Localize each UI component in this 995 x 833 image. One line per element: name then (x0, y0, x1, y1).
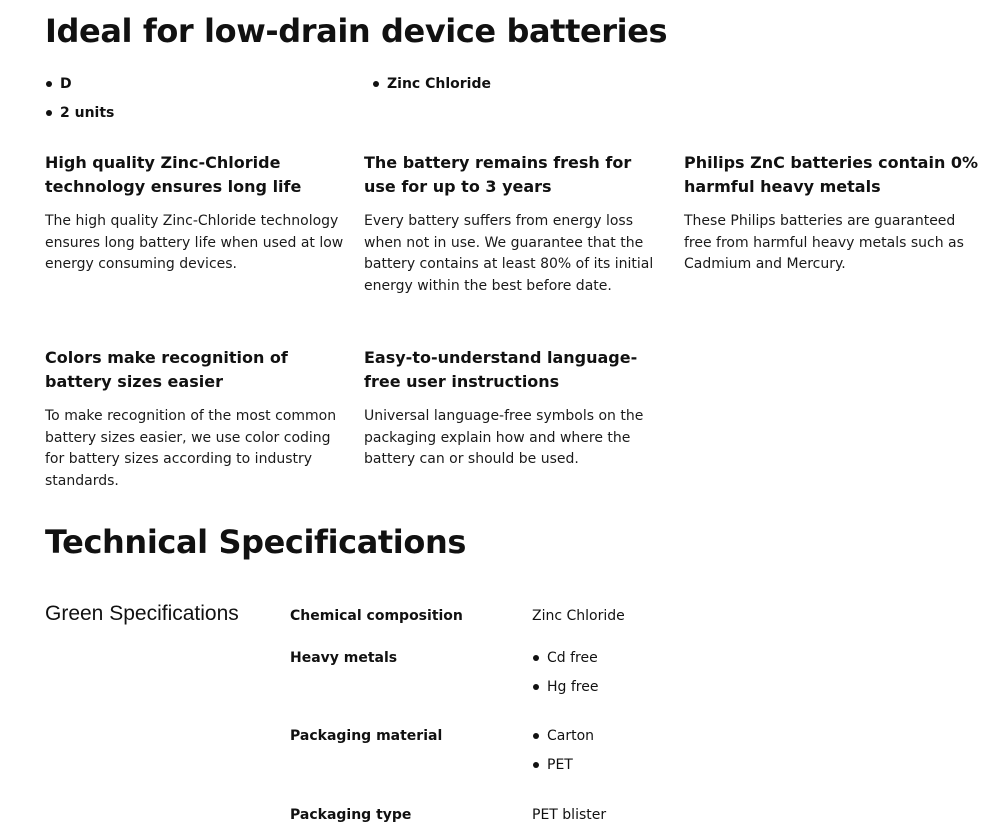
list-item: Hg free (532, 677, 598, 706)
feature-body: To make recognition of the most common battery sizes easier, we use color coding for battery sizes according to industry standards. (45, 408, 337, 489)
feature-color-coding (45, 346, 345, 492)
feature-body: Every battery suffers from energy loss when not in use. We guarantee that the battery contains at least 80% of its initial energy within the best before date. (364, 213, 654, 294)
list-item: Cd free (532, 648, 598, 677)
feature-no-heavy-metals (684, 151, 984, 276)
list-item: Carton (532, 726, 594, 755)
feature-body: These Philips batteries are guaranteed free from harmful heavy metals such as Cadmium and Mercury. (684, 213, 964, 272)
feature-title: Colors make recognition of battery sizes easier (45, 348, 288, 391)
spec-values-packaging-material (532, 726, 594, 783)
feature-body: Universal language-free symbols on the packaging explain how and where the battery can or should be used. (364, 408, 644, 467)
spec-value-packaging-type: PET blister (532, 807, 607, 823)
feature-fresh-3-years (364, 151, 664, 297)
feature-long-life (45, 151, 345, 276)
spec-label-chemical-composition: Chemical composition (290, 608, 463, 624)
feature-language-free (364, 346, 664, 471)
spec-label-packaging-material: Packaging material (290, 728, 443, 744)
overview-bullets-left (45, 74, 114, 132)
technical-specifications-title: Technical Specifications (45, 523, 466, 561)
list-item: PET (532, 755, 594, 784)
feature-title: The battery remains fresh for use for up to 3 years (364, 153, 632, 196)
feature-title: High quality Zinc-Chloride technology ensures long life (45, 153, 302, 196)
feature-body: The high quality Zinc-Chloride technology ensures long battery life when used at low energy consuming devices. (45, 213, 344, 272)
list-item: 2 units (45, 103, 114, 132)
list-item: D (45, 74, 114, 103)
spec-group-title: Green Specifications (45, 602, 239, 625)
spec-label-heavy-metals: Heavy metals (290, 650, 398, 666)
page-title: Ideal for low-drain device batteries (45, 12, 668, 50)
overview-bullets-right (372, 74, 491, 103)
feature-title: Philips ZnC batteries contain 0% harmful heavy metals (684, 153, 979, 196)
spec-label-packaging-type: Packaging type (290, 807, 412, 823)
spec-value-chemical-composition: Zinc Chloride (532, 608, 625, 624)
spec-values-heavy-metals (532, 648, 598, 705)
feature-title: Easy-to-understand language-free user instructions (364, 348, 638, 391)
list-item: Zinc Chloride (372, 74, 491, 103)
